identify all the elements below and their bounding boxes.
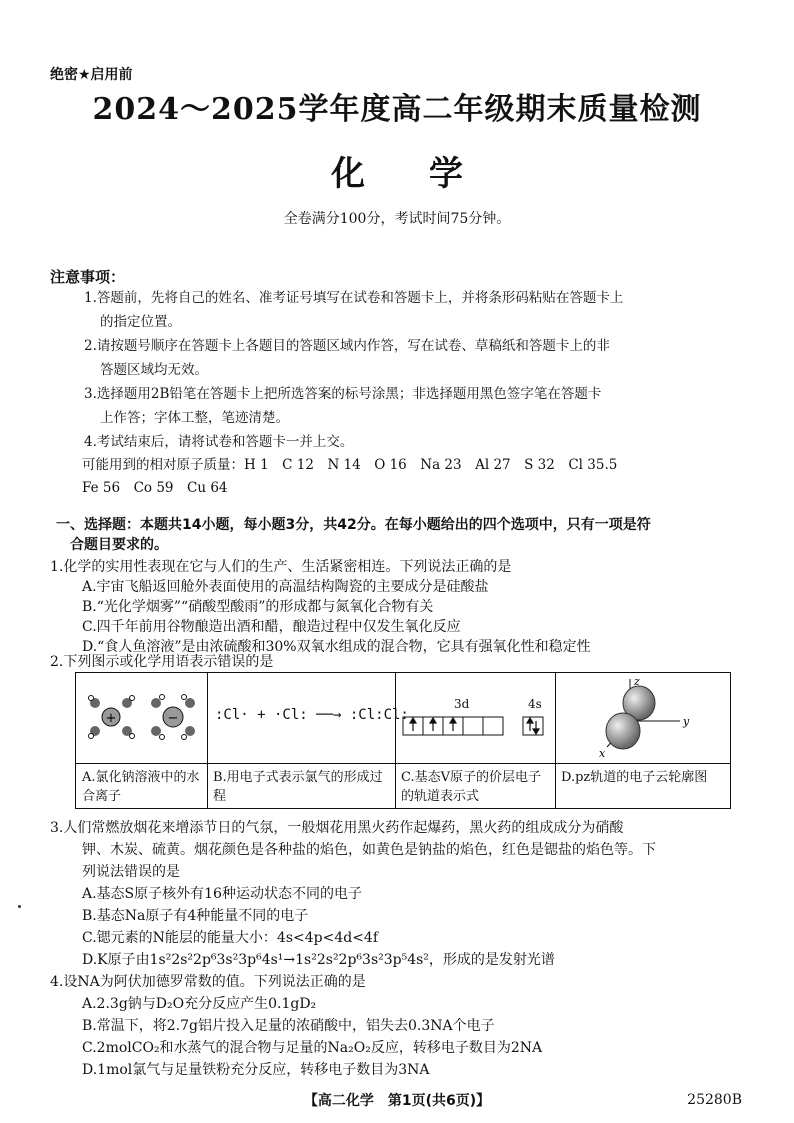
notice-heading: 注意事项： xyxy=(50,268,126,286)
subject-char-2: 学 xyxy=(429,154,463,194)
label-3d: 3d xyxy=(454,697,470,711)
question-4-option-d: D.1mol氯气与足量铁粉充分反应，转移电子数目为3NA xyxy=(82,1062,430,1078)
figure-cell-a xyxy=(76,673,208,808)
caption-a: A.氯化钠溶液中的水合离子 xyxy=(76,763,207,810)
electron-formula-equation: :Cl· + ·Cl: ──→ :Cl:Cl: xyxy=(215,707,409,723)
axis-x-label: x xyxy=(599,747,606,760)
subject-char-1: 化 xyxy=(331,154,365,194)
notice-line: 3.选择题用2B铅笔在答题卡上把所选答案的标号涂黑；非选择题用黑色签字笔在答题卡 xyxy=(84,386,602,402)
atomic-mass-line: 可能用到的相对原子质量：H 1 C 12 N 14 O 16 Na 23 Al 27 S 32 Cl 35.5 xyxy=(82,457,618,473)
orbital-diagram xyxy=(395,673,555,763)
question-1-option-c: C.四千年前用谷物酿造出酒和醋，酿造过程中仅发生氧化反应 xyxy=(82,619,461,635)
notice-line: 上作答；字体工整，笔迹清楚。 xyxy=(100,410,289,426)
paper-code: 25280B xyxy=(687,1092,742,1108)
question-3-stem-cont: 列说法错误的是 xyxy=(82,864,180,880)
label-4s: 4s xyxy=(528,697,542,711)
exam-title: 2024～2025学年度高二年级期末质量检测 xyxy=(92,92,702,127)
question-3-option-d: D.K原子由1s²2s²2p⁶3s²3p⁶4s¹→1s²2s²2p⁶3s²3p⁵4s²，形成的是发射光谱 xyxy=(82,952,555,968)
page-footer: 【高二化学 第1页(共6页)】 xyxy=(303,1093,491,1109)
figure-cell-d xyxy=(555,673,730,808)
caption-d: D.pz轨道的电子云轮廓图 xyxy=(555,763,730,791)
secret-mark: 绝密★启用前 xyxy=(50,67,133,83)
hydrated-na-ion xyxy=(89,696,135,739)
notice-line: 的指定位置。 xyxy=(100,314,181,330)
figure-cell-c xyxy=(395,673,556,808)
question-1-option-d: D.“食人鱼溶液”是由浓硫酸和30%双氧水组成的混合物，它具有强氧化性和稳定性 xyxy=(82,639,591,655)
stray-dot xyxy=(18,905,21,908)
question-2-figure-table xyxy=(75,672,731,809)
notice-line: 4.考试结束后，请将试卷和答题卡一并上交。 xyxy=(84,434,354,450)
question-3-stem: 3.人们常燃放烟花来增添节日的气氛，一般烟花用黑火药作起爆药，黑火药的组成成分为硝酸 xyxy=(50,820,624,836)
atomic-mass-line: Fe 56 Co 59 Cu 64 xyxy=(82,480,228,496)
question-4-option-a: A.2.3g钠与D₂O充分反应产生0.1gD₂ xyxy=(82,996,317,1012)
notice-line: 答题区域均无效。 xyxy=(100,362,208,378)
section-heading xyxy=(56,515,756,555)
svg-text:+: + xyxy=(105,711,117,726)
full-score-note: 全卷满分100分，考试时间75分钟。 xyxy=(283,211,511,227)
question-4-option-c: C.2molCO₂和水蒸气的混合物与足量的Na₂O₂反应，转移电子数目为2NA xyxy=(82,1040,543,1056)
axis-z-label: z xyxy=(634,675,640,688)
notice-line: 1.答题前，先将自己的姓名、准考证号填写在试卷和答题卡上，并将条形码粘贴在答题卡上 xyxy=(84,290,624,306)
question-3-option-c: C.锶元素的N能层的能量大小：4s<4p<4d<4f xyxy=(82,930,379,946)
question-3-option-b: B.基态Na原子有4种能量不同的电子 xyxy=(82,908,309,924)
question-4-stem: 4.设NA为阿伏加德罗常数的值。下列说法正确的是 xyxy=(50,974,366,990)
notice-line: 2.请按题号顺序在答题卡上各题目的答题区域内作答，写在试卷、草稿纸和答题卡上的非 xyxy=(84,338,610,354)
question-2-stem: 2.下列图示或化学用语表示错误的是 xyxy=(50,654,274,670)
hydrated-ions-diagram xyxy=(76,673,207,763)
question-1-option-b: B.“光化学烟雾”“硝酸型酸雨”的形成都与氮氧化合物有关 xyxy=(82,599,434,615)
section-heading-line: 一、选择题：本题共14小题，每小题3分，共42分。在每小题给出的四个选项中，只有一项是符 xyxy=(56,517,651,533)
figure-cell-b xyxy=(207,673,409,808)
question-3-option-a: A.基态S原子核外有16种运动状态不同的电子 xyxy=(82,886,362,902)
caption-b: B.用电子式表示氯气的形成过程 xyxy=(207,763,395,810)
section-heading-line: 合题目要求的。 xyxy=(70,537,168,553)
hydrated-cl-ion xyxy=(151,695,195,740)
axis-y-label: y xyxy=(683,715,690,728)
question-1-option-a: A.宇宙飞船返回舱外表面使用的高温结构陶瓷的主要成分是硅酸盐 xyxy=(82,579,489,595)
pz-orbital-diagram xyxy=(555,673,730,763)
question-1-stem: 1.化学的实用性表现在它与人们的生产、生活紧密相连。下列说法正确的是 xyxy=(50,559,512,575)
question-4-option-b: B.常温下，将2.7g铝片投入足量的浓硝酸中，铝失去0.3NA个电子 xyxy=(82,1018,495,1034)
subject-title xyxy=(0,146,794,195)
caption-c: C.基态V原子的价层电子的轨道表示式 xyxy=(395,763,555,810)
question-3-stem-cont: 钾、木炭、硫黄。烟花颜色是各种盐的焰色，如黄色是钠盐的焰色，红色是锶盐的焰色等。下 xyxy=(82,842,656,858)
svg-text:−: − xyxy=(167,711,179,726)
